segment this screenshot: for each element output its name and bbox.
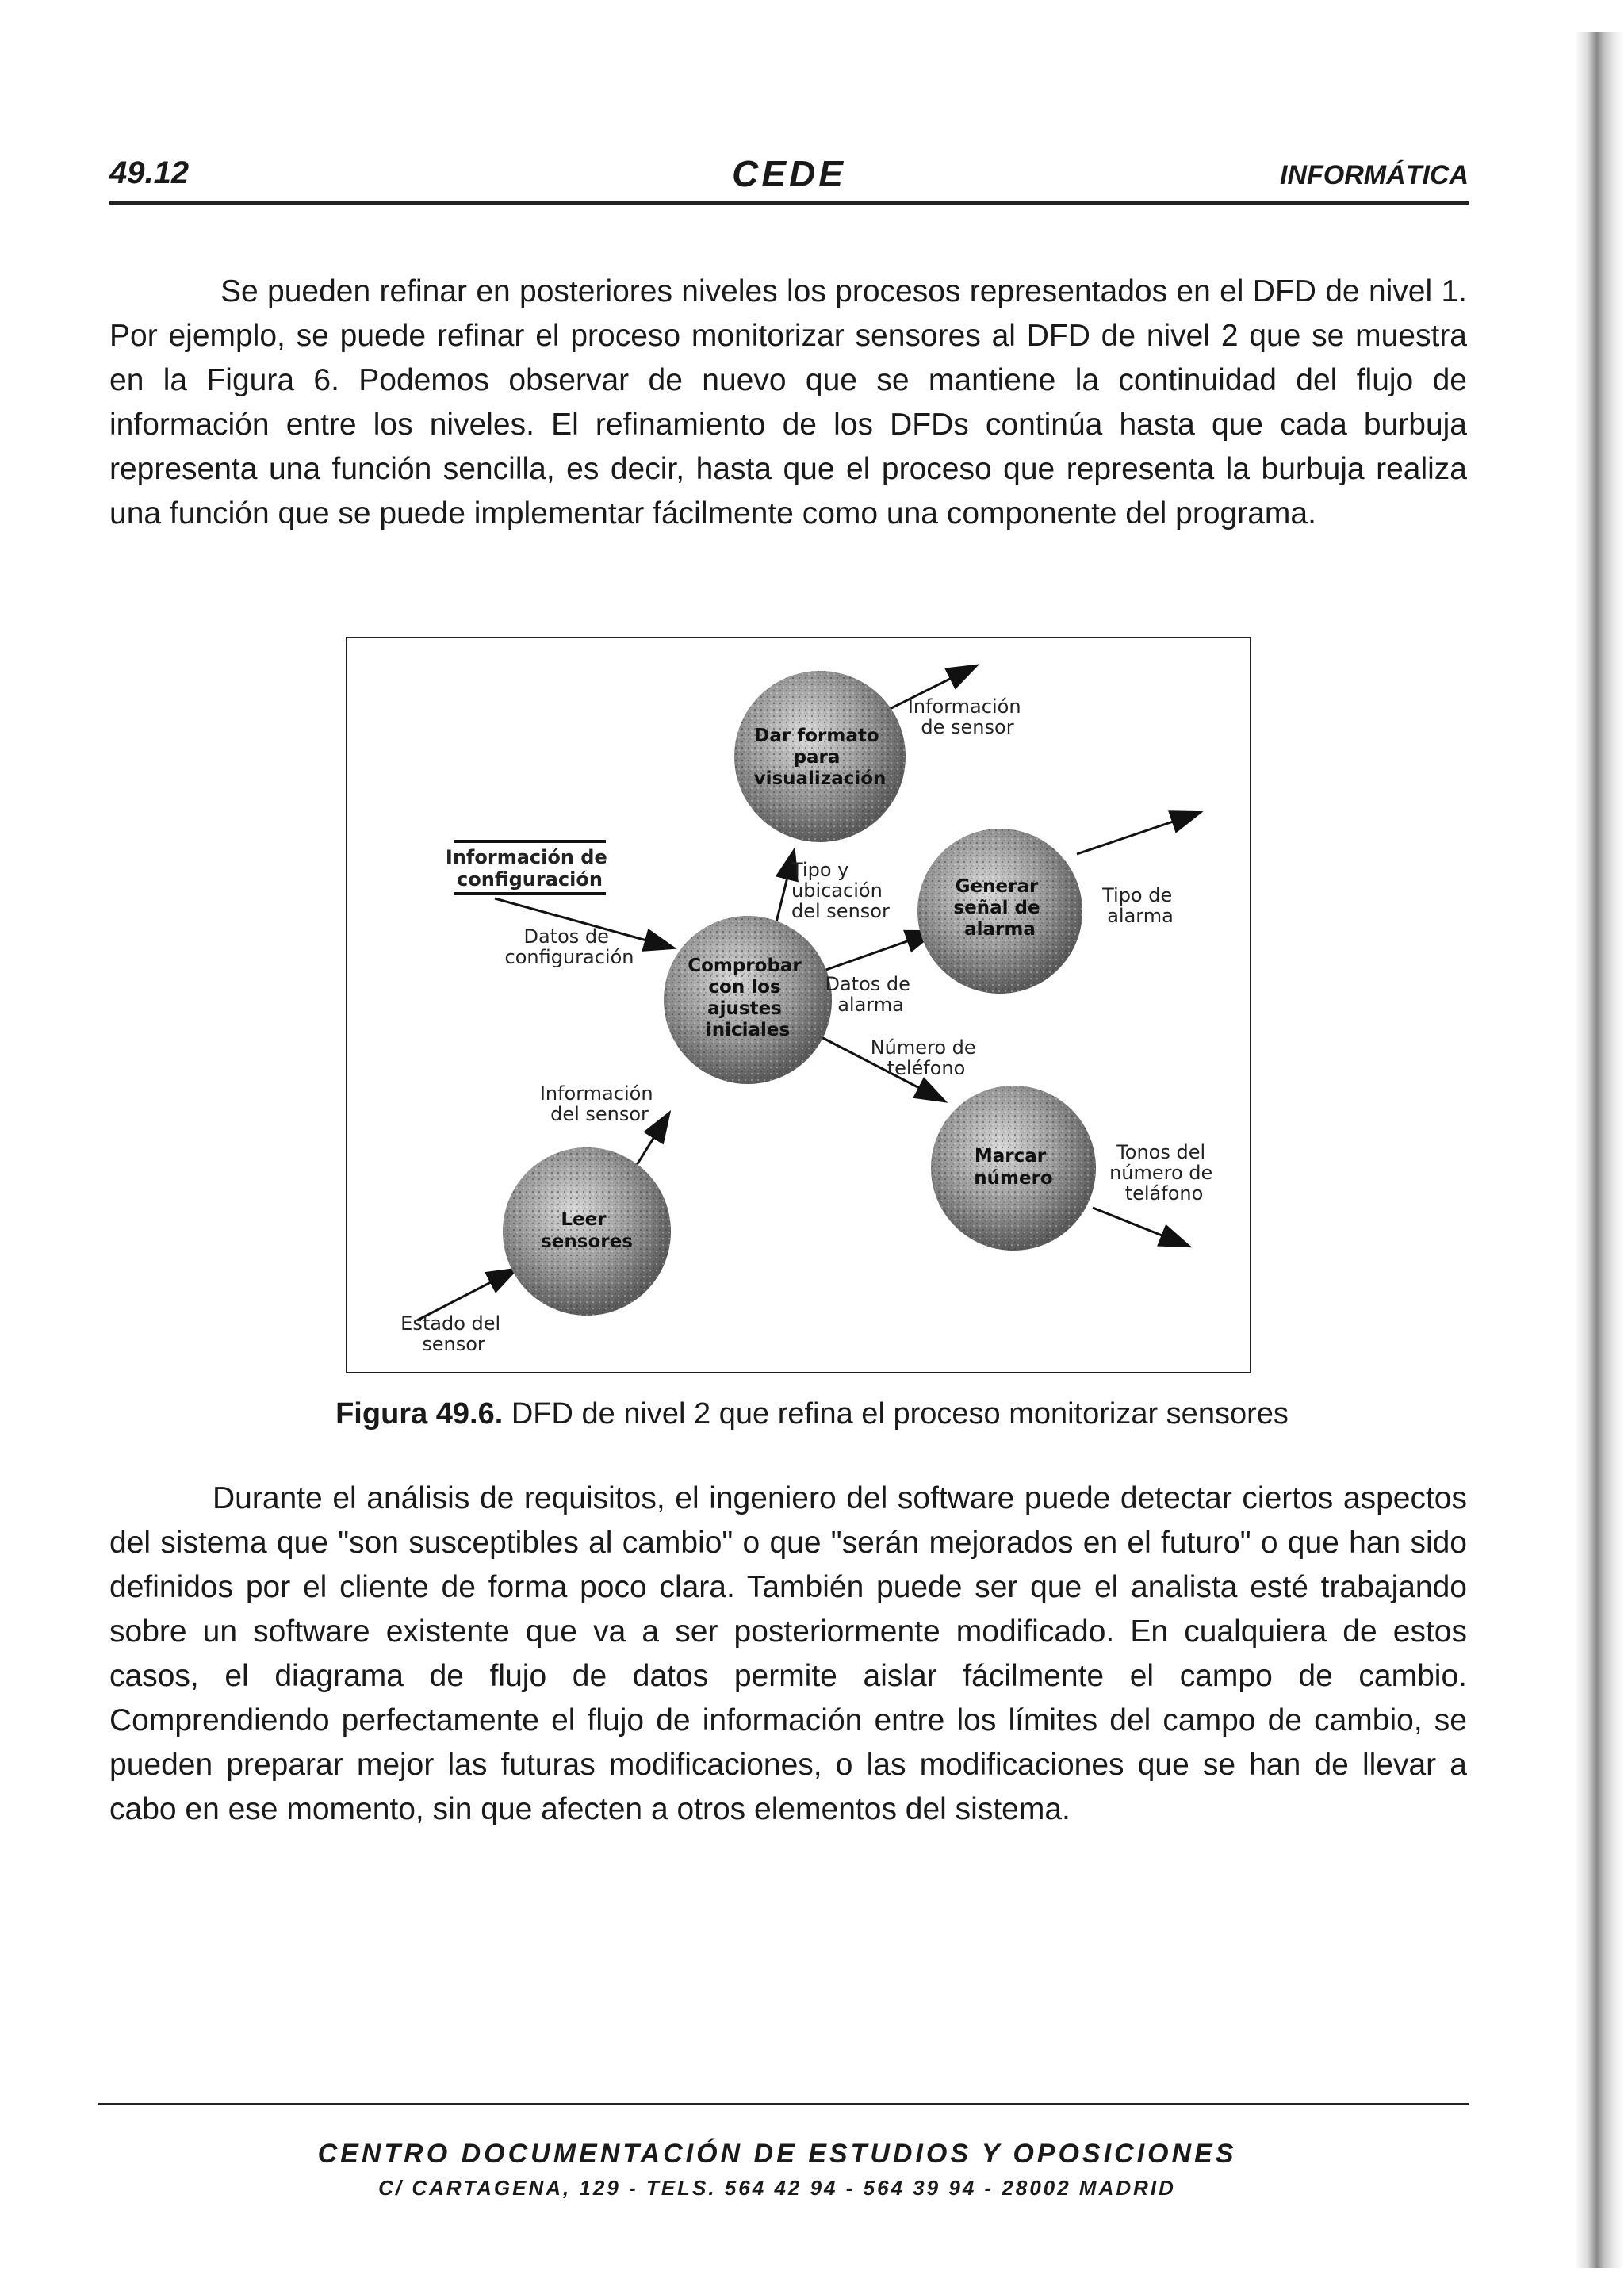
publisher-name: CEDE bbox=[732, 153, 846, 194]
page-number: 49.12 bbox=[109, 155, 190, 190]
svg-text:Generar señal de: Generar señal de alarma bbox=[953, 876, 1040, 940]
footer-organization: CENTRO DOCUMENTACIÓN DE ESTUDIOS Y OPOSICIONES bbox=[317, 2139, 1237, 2169]
label-phone-number: Número de teléfono bbox=[870, 1036, 976, 1079]
label-alarm-data: Datos de alarma bbox=[825, 973, 910, 1016]
label-sensor-status: Estado del sensor bbox=[400, 1312, 501, 1355]
scan-shadow-edge bbox=[1575, 32, 1624, 2268]
caption-label: Figura 49.6. bbox=[335, 1397, 504, 1431]
header-rule bbox=[109, 201, 1469, 205]
label-sensor-information: Información de sensor bbox=[907, 695, 1021, 738]
process-dial-number bbox=[931, 1086, 1096, 1251]
dfd-figure bbox=[346, 637, 1251, 1373]
body-paragraph-1: Se pueden refinar en posteriores niveles los procesos representados en el DFD de nivel 1. Por ejemplo, se puede refinar el proceso monitorizar sensores al DFD de nivel 2 que se muestra en la Figura 6. Podemos observar de nuevo que se mantiene la continuidad del flujo de información entre los niveles. El refinamiento de los DFDs continúa hasta que cada burbuja representa una función sencilla, es decir, hasta que el proceso que representa la burbuja realiza una función que se puede implementar fácilmente como una componente del programa. bbox=[109, 274, 1467, 531]
process-read-sensors bbox=[503, 1147, 671, 1316]
dfd-diagram bbox=[347, 638, 1250, 1372]
process-check-settings bbox=[664, 916, 832, 1084]
section-title: INFORMÁTICA bbox=[1280, 160, 1469, 190]
flow-alarm-data-arrow bbox=[822, 932, 934, 971]
label-sensor-info: Información del sensor bbox=[539, 1082, 653, 1125]
process-generate-alarm bbox=[917, 829, 1082, 994]
svg-text:Leer sensores: Leer sensores bbox=[541, 1209, 633, 1252]
label-config-data: Datos de configuración bbox=[504, 925, 634, 968]
label-alarm-type: Tipo de alarma bbox=[1102, 884, 1174, 927]
svg-text:Dar formato para: Dar formato para visualización bbox=[753, 726, 887, 789]
flow-alarm-type-arrow bbox=[1077, 813, 1199, 854]
body-paragraph-2: Durante el análisis de requisitos, el ingeniero del software puede detectar ciertos aspectos del sistema que "son susceptibles al cambio" o que "serán mejorados en el futuro" o que han sido definidos por el cliente de forma poco clara. También puede ser que el analista esté trabajando sobre un software existente que va a ser posteriormente modificado. En cualquiera de estos casos, el diagrama de flujo de datos permite aislar fácilmente el campo de cambio. Comprendiendo perfectamente el flujo de información entre los límites del campo de cambio, se pueden preparar mejor las futuras modificaciones, o las modificaciones que se han de llevar a cabo en ese momento, sin que afecten a otros elementos del sistema. bbox=[109, 1481, 1467, 1826]
caption-text: DFD de nivel 2 que refina el proceso monitorizar sensores bbox=[503, 1397, 1289, 1431]
svg-text:Marcar número: Marcar número bbox=[974, 1146, 1053, 1189]
footer-rule bbox=[98, 2103, 1469, 2105]
process-format-display bbox=[734, 671, 906, 842]
footer-address: C/ CARTAGENA, 129 - TELS. 564 42 94 - 564 39 94 - 28002 MADRID bbox=[378, 2176, 1176, 2200]
store-label: Información de configuración bbox=[445, 846, 607, 891]
figure-caption bbox=[0, 1397, 1624, 1431]
flow-phone-tones-arrow bbox=[1093, 1208, 1188, 1246]
svg-text:Comprobar con los: Comprobar con los ajustes iniciales bbox=[688, 956, 802, 1040]
page-header bbox=[109, 155, 1469, 203]
label-type-location: Tipo y ubicación del sensor bbox=[791, 859, 890, 922]
label-phone-tones: Tonos del número de teláfono bbox=[1109, 1141, 1213, 1205]
